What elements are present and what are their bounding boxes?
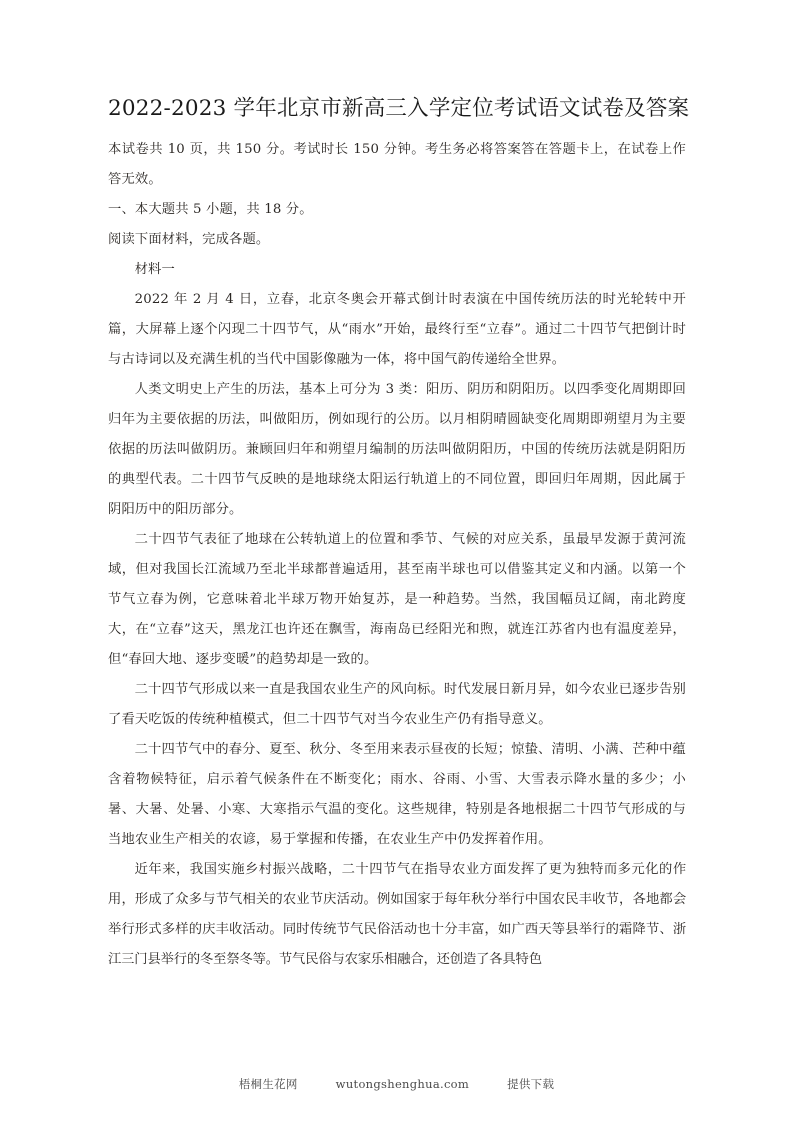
footer-site-name: 梧桐生花网 bbox=[238, 1077, 298, 1091]
reading-prompt: 阅读下面材料，完成各题。 bbox=[108, 232, 270, 247]
page-title: 2022-2023 学年北京市新高三入学定位考试语文试卷及答案 bbox=[108, 96, 690, 121]
section-heading-one: 一、本大题共 5 小题，共 18 分。 bbox=[108, 202, 313, 217]
body-paragraph-6: 近年来，我国实施乡村振兴战略，二十四节气在指导农业方面发挥了更为独特而多元化的作用，形成了众多与节气相关的农业节庆活动。例如国家于每年秋分举行中国农民丰收节，各地都会举行形式多样的庆丰收活动。同时传统节气民俗活动也十分丰富，如广西天等县举行的霜降节、浙江三门县举行的冬至祭冬等。节气民俗与农家乐相融合，还创造了各具特色 bbox=[108, 862, 686, 967]
body-paragraph-5: 二十四节气中的春分、夏至、秋分、冬至用来表示昼夜的长短；惊蛰、清明、小满、芒种中蕴含着物候特征，启示着气候条件在不断变化；雨水、谷雨、小雪、大雪表示降水量的多少；小暑、大暑、处暑、小寒、大寒指示气温的变化。这些规律，特别是各地根据二十四节气形成的与当地农业生产相关的农谚，易于掌握和传播，在农业生产中仍发挥着作用。 bbox=[108, 742, 686, 847]
footer-site-url: wutongshenghua.com bbox=[335, 1077, 470, 1091]
body-paragraph-2: 人类文明史上产生的历法，基本上可分为 3 类：阳历、阴历和阴阳历。以四季变化周期即回归年为主要依据的历法，叫做阳历，例如现行的公历。以月相阴晴圆缺变化周期即朔望月为主要依据的历法叫做阴历。兼顾回归年和朔望月编制的历法叫做阴阳历，中国的传统历法就是阴阳历的典型代表。二十四节气反映的是地球绕太阳运行轨道上的不同位置，即回归年周期，因此属于阴阳历中的阳历部分。 bbox=[108, 382, 686, 517]
body-paragraph-1: 2022 年 2 月 4 日，立春，北京冬奥会开幕式倒计时表演在中国传统历法的时光轮转中开篇，大屏幕上逐个闪现二十四节气，从“雨水”开始，最终行至“立春”。通过二十四节气把倒计时与古诗词以及充满生机的当代中国影像融为一体，将中国气韵传递给全世界。 bbox=[108, 292, 686, 367]
page-footer bbox=[0, 1074, 793, 1093]
exam-instructions-line: 本试卷共 10 页，共 150 分。考试时长 150 分钟。考生务必将答案答在答题卡上，在试卷上作答无效。 bbox=[108, 142, 686, 187]
material-label: 材料一 bbox=[134, 262, 175, 277]
body-paragraph-4: 二十四节气形成以来一直是我国农业生产的风向标。时代发展日新月异，如今农业已逐步告别了看天吃饭的传统种植模式，但二十四节气对当今农业生产仍有指导意义。 bbox=[108, 682, 686, 727]
footer-download-label: 提供下载 bbox=[507, 1077, 555, 1091]
body-paragraph-3: 二十四节气表征了地球在公转轨道上的位置和季节、气候的对应关系，虽最早发源于黄河流域，但对我国长江流域乃至北半球都普遍适用，甚至南半球也可以借鉴其定义和内涵。以第一个节气立春为例，它意味着北半球万物开始复苏，是一种趋势。当然，我国幅员辽阔，南北跨度大，在“立春”这天，黑龙江也许还在飘雪，海南岛已经阳光和煦，就连江苏省内也有温度差异，但“春回大地、逐步变暖”的趋势却是一致的。 bbox=[108, 532, 686, 667]
document-content bbox=[108, 92, 690, 975]
